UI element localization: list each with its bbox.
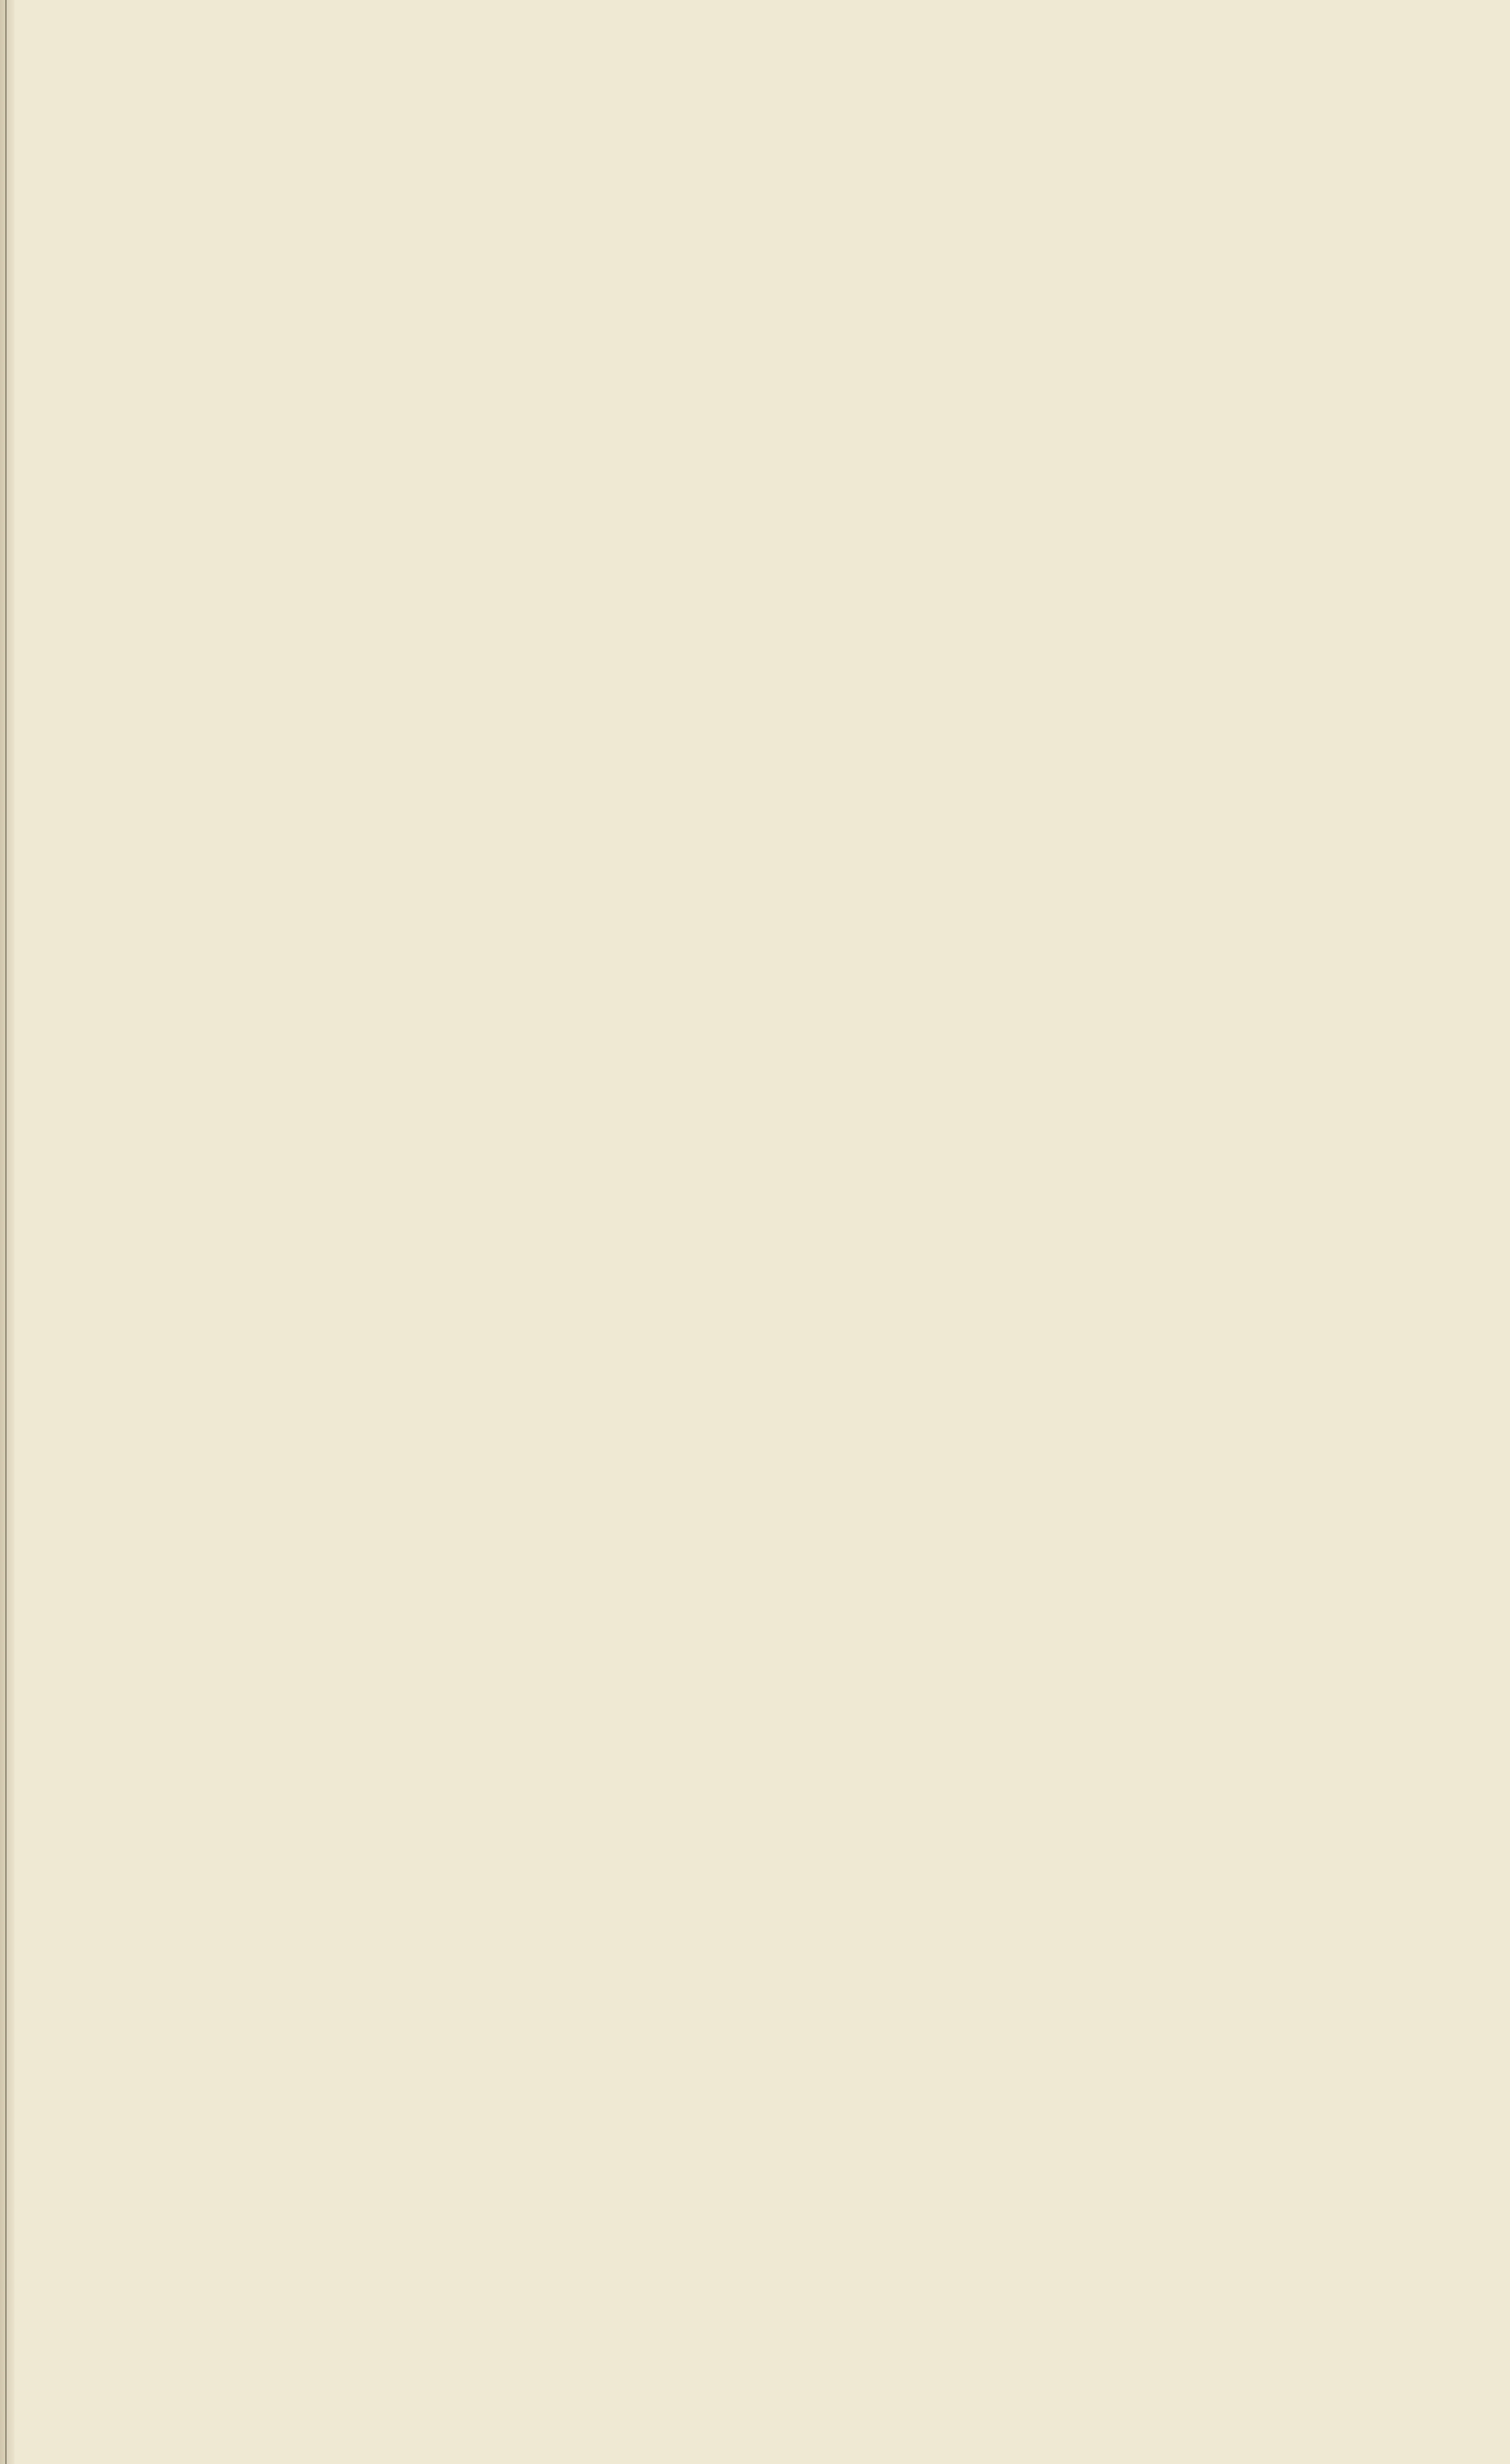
book-binding-edge — [0, 0, 15, 2464]
page-column-label — [195, 294, 1336, 323]
document-page — [195, 198, 1336, 409]
binding-line — [5, 0, 7, 2464]
running-header — [195, 198, 1336, 257]
